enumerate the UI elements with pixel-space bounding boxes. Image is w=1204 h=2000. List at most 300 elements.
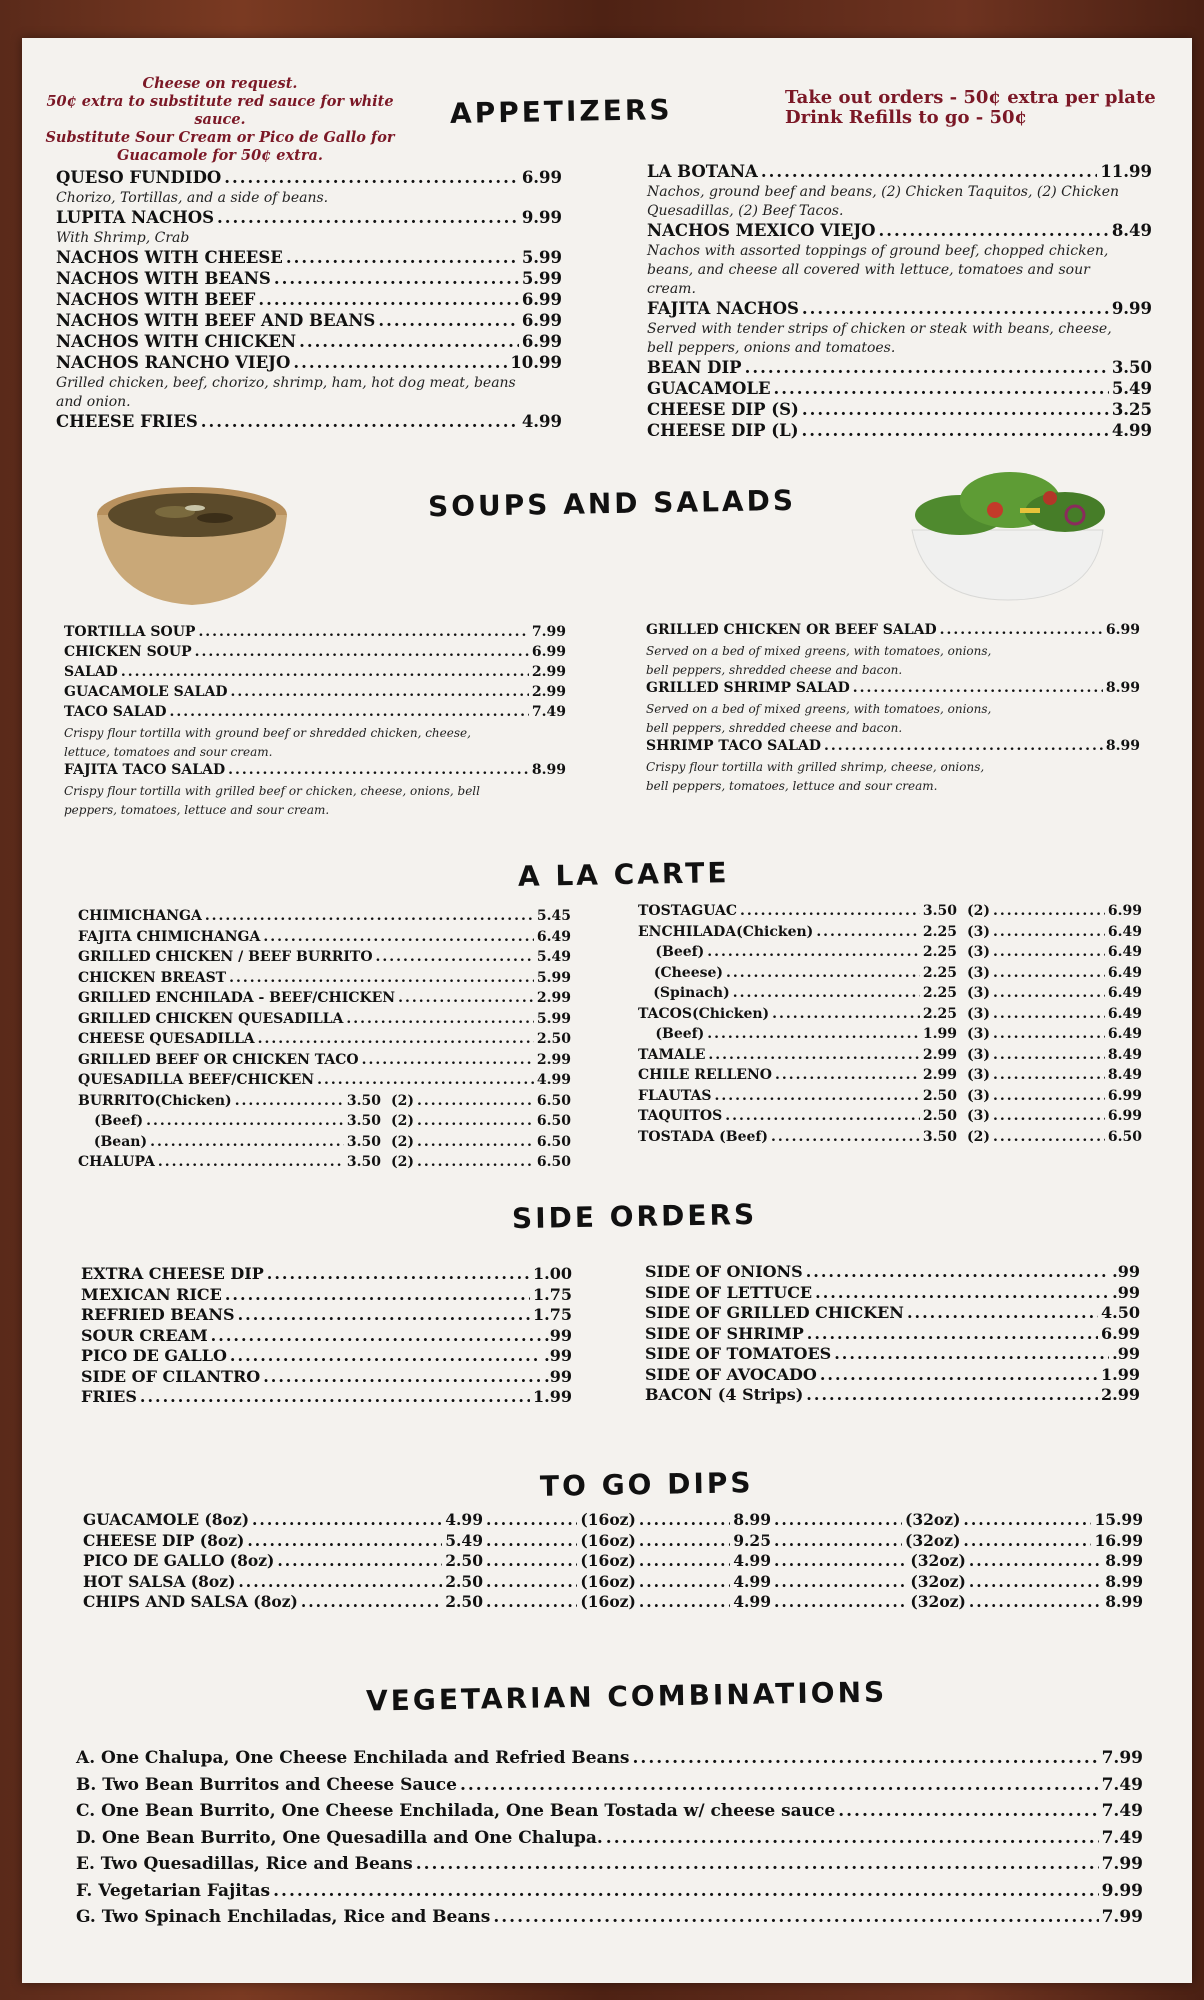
menu-item xyxy=(647,400,1152,421)
item-name: SOUR CREAM xyxy=(81,1325,208,1345)
quantity-price-group xyxy=(967,1047,1142,1063)
dip-item xyxy=(83,1510,1143,1531)
menu-item xyxy=(81,1264,572,1285)
leader-dots xyxy=(639,1510,730,1529)
quantity-price-group xyxy=(391,1113,571,1129)
item-price: .99 xyxy=(544,1325,572,1345)
leader-dots xyxy=(211,1326,541,1345)
leader-dots xyxy=(707,1026,920,1042)
item-variant: (Chicken) xyxy=(736,923,814,940)
leader-dots xyxy=(879,221,1109,240)
item-price: 3.50 xyxy=(346,1133,381,1150)
item-price: 5.49 xyxy=(1111,379,1152,398)
item-name: C. One Bean Burrito, One Cheese Enchilada, One Bean Tostada w/ cheese sauce xyxy=(76,1801,836,1821)
item-name: QUESADILLA BEEF/CHICKEN xyxy=(78,1072,315,1088)
item-price: 7.99 xyxy=(531,624,566,640)
item-price: 2.50 xyxy=(922,1087,957,1104)
menu-item xyxy=(646,738,1140,758)
item-variant: (Bean) xyxy=(93,1133,148,1150)
leader-dots xyxy=(252,1510,442,1529)
leader-dots xyxy=(633,1748,1099,1768)
item-name: SIDE OF AVOCADO xyxy=(645,1364,817,1384)
size-32oz: (32oz) xyxy=(910,1592,966,1611)
leader-dots xyxy=(205,908,534,924)
leader-dots xyxy=(740,903,920,919)
item-name: REFRIED BEANS xyxy=(81,1305,235,1324)
item-price: 6.99 xyxy=(531,644,566,660)
leader-dots xyxy=(286,248,519,267)
leader-dots xyxy=(963,1531,1091,1550)
item-price: 2.99 xyxy=(1101,1385,1140,1404)
item-price: 6.99 xyxy=(521,290,562,309)
item-price: 6.99 xyxy=(1105,622,1140,638)
item-variant: (Beef) xyxy=(655,1026,705,1042)
leader-dots xyxy=(838,1801,1098,1821)
leader-dots xyxy=(761,162,1097,181)
a-la-carte-item xyxy=(638,924,1142,945)
a-la-carte-item xyxy=(638,1108,1142,1129)
a-la-carte-item xyxy=(638,985,1142,1006)
menu-item xyxy=(64,664,566,684)
item-name: TACOS xyxy=(638,1005,692,1022)
item-price: 6.99 xyxy=(521,168,562,187)
menu-item xyxy=(646,622,1140,642)
dip-segment xyxy=(83,1551,483,1570)
a-la-carte-item xyxy=(638,965,1142,986)
price-32oz: 16.99 xyxy=(1094,1530,1143,1550)
quantity-price-group xyxy=(967,944,1142,960)
menu-item xyxy=(645,1365,1140,1386)
item-name: FLAUTAS xyxy=(638,1087,712,1104)
item-price: 7.99 xyxy=(1101,1854,1143,1874)
menu-item xyxy=(647,221,1152,242)
item-price: 3.50 xyxy=(922,1128,957,1145)
item-price: 2.25 xyxy=(922,964,957,981)
leader-dots xyxy=(993,924,1105,940)
leader-dots xyxy=(486,1551,577,1570)
size-32oz: (32oz) xyxy=(910,1551,966,1570)
item-price: 4.99 xyxy=(521,412,562,431)
item-price: 6.99 xyxy=(1107,1087,1142,1104)
menu-item xyxy=(76,1748,1143,1775)
menu-item xyxy=(645,1344,1140,1365)
item-description: Grilled chicken, beef, chorizo, shrimp, ham, hot dog meat, beans and onion. xyxy=(56,375,516,410)
item-price: 2.50 xyxy=(922,1108,957,1124)
item-name: TAQUITOS xyxy=(638,1108,723,1124)
a-la-carte-item xyxy=(638,944,1142,965)
item-price: 6.49 xyxy=(1107,923,1142,940)
dip-segment xyxy=(83,1592,483,1611)
leader-dots xyxy=(774,379,1109,398)
item-price: 10.99 xyxy=(510,353,562,372)
item-price: 5.99 xyxy=(521,269,562,288)
leader-dots xyxy=(274,269,519,288)
item-price: 1.99 xyxy=(1101,1364,1140,1384)
appetizers-left-column xyxy=(56,168,562,433)
item-price: 2.25 xyxy=(922,944,957,960)
leader-dots xyxy=(146,1113,344,1129)
price-16oz: 9.25 xyxy=(733,1530,771,1550)
a-la-carte-item xyxy=(78,1072,571,1093)
dip-item xyxy=(83,1572,1143,1593)
leader-dots xyxy=(486,1510,577,1529)
leader-dots xyxy=(969,1551,1102,1570)
item-description: Chorizo, Tortillas, and a side of beans. xyxy=(56,190,329,206)
item-price: .99 xyxy=(544,1366,572,1386)
quantity-price-group xyxy=(967,1067,1142,1083)
leader-dots xyxy=(772,1006,920,1022)
leader-dots xyxy=(775,1067,920,1083)
item-price: 5.99 xyxy=(521,248,562,267)
item-name: BEAN DIP xyxy=(647,358,742,377)
a-la-carte-item xyxy=(638,1026,1142,1047)
item-variant: (Cheese) xyxy=(653,964,724,981)
item-name: SIDE OF GRILLED CHICKEN xyxy=(645,1303,904,1322)
leader-dots xyxy=(486,1592,577,1611)
leader-dots xyxy=(816,924,920,940)
item-price: .99 xyxy=(1112,1282,1140,1302)
price-16oz: 4.99 xyxy=(733,1571,771,1591)
leader-dots xyxy=(460,1775,1099,1795)
item-price: 1.99 xyxy=(533,1387,572,1406)
leader-dots xyxy=(993,903,1105,919)
a-la-carte-item xyxy=(78,1093,571,1114)
dip-segment xyxy=(771,1531,1143,1550)
leader-dots xyxy=(201,412,519,431)
menu-item xyxy=(645,1324,1140,1345)
item-name: NACHOS WITH BEEF xyxy=(56,290,256,309)
to-go-dips-table xyxy=(83,1510,1143,1613)
a-la-carte-item xyxy=(78,1011,571,1032)
item-price: 7.49 xyxy=(1101,1801,1143,1821)
price-8oz: 5.49 xyxy=(445,1530,483,1550)
item-price: 4.99 xyxy=(1111,421,1152,440)
menu-item xyxy=(76,1907,1143,1934)
item-price: .99 xyxy=(1112,1344,1140,1363)
menu-item xyxy=(645,1283,1140,1304)
dip-item xyxy=(83,1531,1143,1552)
leader-dots xyxy=(733,985,920,1001)
to-go-dips-heading: TO GO DIPS xyxy=(539,1466,754,1503)
item-quantity: (2) xyxy=(967,1128,990,1145)
item-quantity: (3) xyxy=(967,1026,990,1042)
item-quantity: (2) xyxy=(391,1113,414,1129)
leader-dots xyxy=(224,168,519,187)
dip-segment xyxy=(83,1531,483,1550)
item-name: SIDE OF ONIONS xyxy=(645,1262,803,1281)
item-price: 5.99 xyxy=(536,969,571,986)
price-16oz: 8.99 xyxy=(733,1510,771,1529)
leader-dots xyxy=(639,1551,730,1570)
item-name: GUACAMOLE (8oz) xyxy=(83,1510,250,1529)
leader-dots xyxy=(806,1262,1109,1281)
item-name: GRILLED CHICKEN / BEEF BURRITO xyxy=(78,949,373,965)
leader-dots xyxy=(230,1346,541,1365)
leader-dots xyxy=(417,1134,534,1150)
item-price: 9.99 xyxy=(521,208,562,227)
item-name: CHEESE DIP (S) xyxy=(647,400,799,419)
menu-item xyxy=(81,1305,572,1326)
item-name: FAJITA NACHOS xyxy=(647,299,799,318)
item-price: 6.50 xyxy=(536,1154,571,1170)
item-name: TORTILLA SOUP xyxy=(64,624,196,640)
item-description: Crispy flour tortilla with grilled shrimp, cheese, onions, bell peppers, tomatoes, lettuce and sour cream. xyxy=(646,760,985,793)
a-la-carte-item xyxy=(638,1088,1142,1109)
leader-dots xyxy=(486,1531,577,1550)
item-quantity: (3) xyxy=(967,1067,990,1083)
leader-dots xyxy=(317,1072,534,1088)
item-name: FAJITA TACO SALAD xyxy=(64,762,226,778)
leader-dots xyxy=(398,990,534,1006)
item-price: 3.50 xyxy=(922,903,957,919)
quantity-price-group xyxy=(967,1108,1142,1124)
item-name: FRIES xyxy=(81,1387,137,1406)
quantity-price-group xyxy=(967,1088,1142,1104)
item-name: FAJITA CHIMICHANGA xyxy=(78,928,261,945)
item-price: 2.99 xyxy=(531,684,566,700)
item-description: Served on a bed of mixed greens, with tomatoes, onions, bell peppers, shredded cheese and bacon. xyxy=(646,644,992,677)
menu-item xyxy=(64,624,566,644)
item-price: 6.49 xyxy=(1107,985,1142,1001)
item-price: 5.45 xyxy=(536,908,571,924)
leader-dots xyxy=(158,1154,344,1170)
item-price: 4.50 xyxy=(1101,1303,1140,1322)
takeout-note xyxy=(785,88,1156,128)
leader-dots xyxy=(417,1093,534,1109)
item-price: 3.50 xyxy=(1111,358,1152,377)
item-name: TOSTADA (Beef) xyxy=(638,1128,769,1145)
item-name: NACHOS WITH BEANS xyxy=(56,269,271,288)
item-price: 11.99 xyxy=(1100,162,1152,181)
dip-segment xyxy=(483,1592,771,1611)
item-price: 2.99 xyxy=(536,990,571,1006)
leader-dots xyxy=(238,1305,530,1324)
leader-dots xyxy=(969,1592,1102,1611)
a-la-carte-item xyxy=(78,908,571,929)
price-16oz: 4.99 xyxy=(733,1592,771,1611)
menu-item xyxy=(64,704,566,724)
dip-segment xyxy=(483,1531,771,1550)
leader-dots xyxy=(238,1572,442,1591)
item-name: BACON (4 Strips) xyxy=(645,1385,804,1404)
item-price: 6.99 xyxy=(521,332,562,351)
quantity-price-group xyxy=(967,1006,1142,1022)
leader-dots xyxy=(993,985,1105,1001)
item-price: 6.99 xyxy=(1107,1108,1142,1124)
item-name: CHICKEN BREAST xyxy=(78,969,227,986)
leader-dots xyxy=(963,1510,1091,1529)
size-32oz: (32oz) xyxy=(910,1571,966,1591)
leader-dots xyxy=(725,1108,920,1124)
item-quantity: (2) xyxy=(391,1154,414,1170)
item-price: 6.49 xyxy=(1107,964,1142,981)
leader-dots xyxy=(362,1052,534,1068)
menu-item xyxy=(64,684,566,704)
item-price: 6.50 xyxy=(1107,1128,1142,1145)
leader-dots xyxy=(217,208,519,227)
item-name: GUACAMOLE xyxy=(647,379,771,398)
leader-dots xyxy=(228,762,529,778)
price-16oz: 4.99 xyxy=(733,1551,771,1570)
item-name: NACHOS RANCHO VIEJO xyxy=(56,353,291,372)
quantity-price-group xyxy=(967,1129,1142,1145)
item-name: CHILE RELLENO xyxy=(638,1067,772,1083)
item-price: 8.49 xyxy=(1107,1067,1142,1083)
leader-dots xyxy=(774,1531,902,1550)
menu-item xyxy=(56,290,562,311)
price-8oz: 4.99 xyxy=(445,1510,483,1529)
leader-dots xyxy=(293,353,507,372)
dip-segment xyxy=(771,1592,1143,1611)
leader-dots xyxy=(416,1854,1099,1874)
soups-left-column xyxy=(64,624,566,820)
item-price: 6.49 xyxy=(1107,944,1142,960)
item-price: 1.75 xyxy=(533,1305,572,1324)
a-la-carte-item xyxy=(638,1047,1142,1068)
item-price: 8.99 xyxy=(1105,680,1140,696)
item-price: 6.49 xyxy=(536,928,571,945)
item-description: With Shrimp, Crab xyxy=(56,230,190,246)
size-16oz: (16oz) xyxy=(580,1592,636,1611)
item-description: Crispy flour tortilla with grilled beef or chicken, cheese, onions, bell peppers, tomatoes, lettuce and sour cream. xyxy=(64,784,480,817)
quantity-price-group xyxy=(967,965,1142,981)
size-32oz: (32oz) xyxy=(905,1530,961,1550)
soups-salads-heading: SOUPS AND SALADS xyxy=(427,483,797,524)
leader-dots xyxy=(229,970,534,986)
item-quantity: (3) xyxy=(967,1108,990,1124)
item-name: TOSTAGUAC xyxy=(638,903,737,919)
item-name: CHALUPA xyxy=(78,1154,155,1170)
leader-dots xyxy=(714,1088,919,1104)
note-line: Substitute Sour Cream or Pico de Gallo for xyxy=(45,129,395,146)
item-price: 6.99 xyxy=(521,311,562,330)
menu-item xyxy=(56,412,562,433)
item-name: GRILLED CHICKEN OR BEEF SALAD xyxy=(646,622,937,638)
item-name: QUESO FUNDIDO xyxy=(56,168,222,187)
menu-item xyxy=(647,162,1152,183)
dip-segment xyxy=(771,1510,1143,1529)
appetizers-heading: APPETIZERS xyxy=(449,93,673,130)
item-price: 6.50 xyxy=(536,1092,571,1109)
leader-dots xyxy=(231,684,529,700)
leader-dots xyxy=(301,1592,442,1611)
size-32oz: (32oz) xyxy=(905,1510,961,1529)
item-price: 2.50 xyxy=(536,1031,571,1047)
leader-dots xyxy=(993,1067,1105,1083)
leader-dots xyxy=(273,1881,1098,1901)
menu-item xyxy=(645,1262,1140,1283)
price-8oz: 2.50 xyxy=(445,1551,483,1570)
a-la-carte-right-column xyxy=(638,903,1142,1149)
a-la-carte-item xyxy=(78,1052,571,1073)
item-description: Nachos, ground beef and beans, (2) Chicken Taquitos, (2) Chicken Quesadillas, (2) Beef Tacos. xyxy=(647,184,1120,219)
leader-dots xyxy=(820,1365,1098,1384)
item-price: 6.49 xyxy=(1107,1026,1142,1042)
menu-item xyxy=(56,269,562,290)
item-variant: (Spinach) xyxy=(653,985,730,1001)
item-name: GRILLED BEEF OR CHICKEN TACO xyxy=(78,1051,359,1068)
leader-dots xyxy=(258,290,518,309)
item-name: CHEESE FRIES xyxy=(56,412,198,431)
leader-dots xyxy=(263,1367,541,1386)
side-orders-left-column xyxy=(81,1264,572,1408)
leader-dots xyxy=(802,299,1109,318)
item-name: D. One Bean Burrito, One Quesadilla and One Chalupa. xyxy=(76,1827,603,1848)
soups-right-column xyxy=(646,622,1140,796)
item-quantity: (3) xyxy=(967,985,990,1001)
a-la-carte-item xyxy=(638,1006,1142,1027)
dip-segment xyxy=(83,1510,483,1529)
a-la-carte-item xyxy=(638,1129,1142,1150)
leader-dots xyxy=(639,1592,730,1611)
dip-item xyxy=(83,1592,1143,1613)
quantity-price-group xyxy=(967,1026,1142,1042)
a-la-carte-item xyxy=(638,1067,1142,1088)
item-name: CHICKEN SOUP xyxy=(64,644,192,660)
item-quantity: (3) xyxy=(967,1005,990,1022)
note-line: Guacamole for 50¢ extra. xyxy=(117,147,323,164)
menu-item xyxy=(76,1881,1143,1908)
a-la-carte-item xyxy=(78,990,571,1011)
menu-item xyxy=(81,1285,572,1306)
price-8oz: 2.50 xyxy=(445,1571,483,1591)
item-name: GRILLED ENCHILADA - BEEF/CHICKEN xyxy=(78,990,396,1006)
item-price: 8.49 xyxy=(1107,1046,1142,1063)
item-variant: (Chicken) xyxy=(154,1092,232,1109)
item-name: B. Two Bean Burritos and Cheese Sauce xyxy=(76,1774,457,1795)
item-price: 8.99 xyxy=(1105,738,1140,754)
menu-item xyxy=(81,1387,572,1408)
item-name: PICO DE GALLO (8oz) xyxy=(83,1551,275,1570)
item-name: SIDE OF CILANTRO xyxy=(81,1366,261,1386)
item-price: 2.25 xyxy=(922,1005,957,1022)
price-8oz: 2.50 xyxy=(445,1592,483,1611)
item-name: LUPITA NACHOS xyxy=(56,208,215,227)
item-price: 6.50 xyxy=(536,1133,571,1150)
a-la-carte-item xyxy=(78,1113,571,1134)
item-quantity: (3) xyxy=(967,1046,990,1063)
leader-dots xyxy=(708,1047,920,1063)
leader-dots xyxy=(263,929,534,945)
menu-item xyxy=(647,299,1152,320)
quantity-price-group xyxy=(967,924,1142,940)
item-quantity: (3) xyxy=(967,964,990,981)
item-price: .99 xyxy=(1112,1262,1140,1281)
note-line: Cheese on request. xyxy=(142,75,298,92)
menu-item xyxy=(81,1346,572,1367)
note-line: Take out orders - 50¢ extra per plate xyxy=(785,87,1156,108)
item-name: SIDE OF LETTUCE xyxy=(645,1282,813,1302)
appetizers-right-column xyxy=(647,162,1152,442)
leader-dots xyxy=(639,1531,730,1550)
item-name: NACHOS WITH CHICKEN xyxy=(56,332,297,351)
item-name: CHEESE DIP (8oz) xyxy=(83,1530,245,1550)
soup-bowl-image xyxy=(95,470,290,610)
menu-item xyxy=(56,208,562,229)
a-la-carte-item xyxy=(78,1031,571,1052)
item-description: Served on a bed of mixed greens, with tomatoes, onions, bell peppers, shredded cheese and bacon. xyxy=(646,702,992,735)
item-quantity: (2) xyxy=(391,1133,414,1150)
quantity-price-group xyxy=(391,1154,571,1170)
leader-dots xyxy=(993,1026,1105,1042)
item-name: CHIPS AND SALSA (8oz) xyxy=(83,1592,298,1611)
leader-dots xyxy=(907,1303,1098,1322)
dip-segment xyxy=(483,1572,771,1591)
a-la-carte-item xyxy=(78,1154,571,1175)
leader-dots xyxy=(346,1011,534,1027)
menu-item xyxy=(76,1828,1143,1855)
item-price: 7.49 xyxy=(1101,1774,1143,1795)
